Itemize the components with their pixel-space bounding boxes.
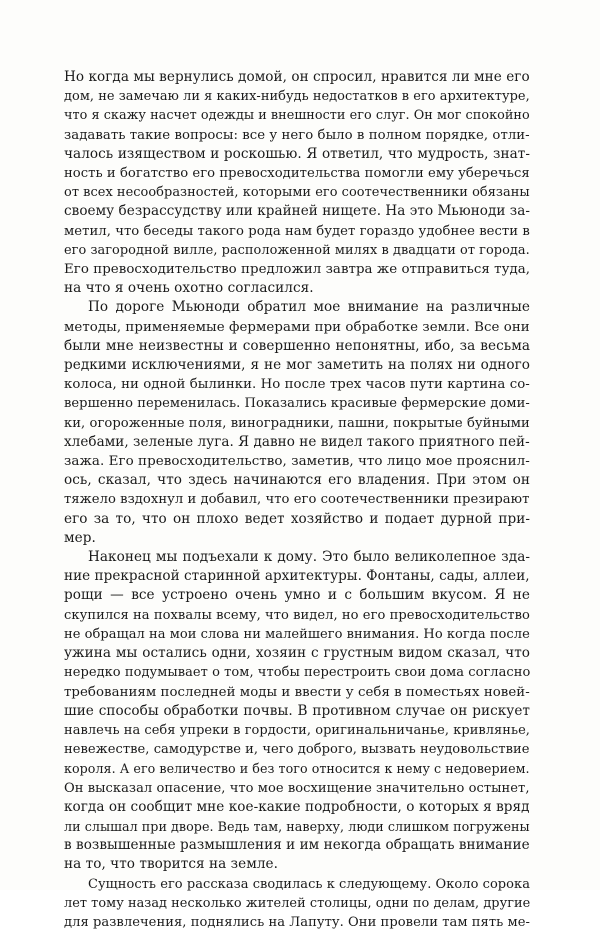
text-line: лет тому назад несколько жителей столицы, одни по делам, другие bbox=[64, 895, 530, 911]
text-line: от всех несообразностей, которыми его соотечественники обязаны bbox=[64, 185, 530, 201]
text-line: ужина мы остались одни, хозяин с грустным видом сказал, что bbox=[64, 645, 530, 662]
text-line: его загородной вилле, расположенной милях в двадцати от города. bbox=[64, 242, 530, 258]
text-line: невежестве, самодурстве и, чего доброго, вызвать неудовольствие bbox=[64, 742, 530, 758]
page-text bbox=[64, 68, 530, 932]
text-line: Но когда мы вернулись домой, он спросил, нравится ли мне его bbox=[64, 69, 530, 85]
text-line: мер. bbox=[64, 529, 96, 546]
text-line: его за то, что он плохо ведет хозяйство и подает дурной при- bbox=[64, 510, 530, 527]
text-line: не обращал на мои слова ни малейшего внимания. Но когда после bbox=[64, 626, 530, 642]
paragraph-4 bbox=[64, 875, 530, 932]
text-line: Наконец мы подъехали к дому. Это было великолепное зда- bbox=[88, 549, 530, 566]
paragraph-3 bbox=[64, 548, 530, 874]
text-line: задавать такие вопросы: все у него было в полном порядке, отли- bbox=[64, 127, 530, 143]
text-line: чалось изяществом и роскошью. Я ответил, что мудрость, знат- bbox=[64, 145, 530, 162]
text-line: методы, применяемые фермерами при обработке земли. Все они bbox=[64, 319, 530, 335]
text-line: скупился на похвалы всему, что видел, но его превосходительство bbox=[64, 607, 530, 623]
text-line: своему безрассудству или крайней нищете. На это Мьюноди за- bbox=[64, 203, 530, 220]
text-line: ние прекрасной старинной архитектуры. Фонтаны, сады, аллеи, bbox=[64, 568, 530, 585]
text-line: на то, что творится на земле. bbox=[64, 856, 278, 873]
text-line: редкими исключениями, я не мог заметить на полях ни одного bbox=[64, 357, 530, 374]
text-line: требованиям последней моды и ввести у себя в поместьях новей- bbox=[64, 684, 530, 700]
text-line: тяжело вздохнул и добавил, что его соотечественники презирают bbox=[64, 492, 530, 508]
text-line: нередко подумывает о том, чтобы перестроить свои дома согласно bbox=[64, 665, 530, 681]
text-line: Сущность его рассказа сводилась к следующему. Около сорока bbox=[88, 876, 530, 892]
text-line: вершенно переменилась. Показались красивые фермерские доми- bbox=[64, 396, 530, 412]
text-line: Его превосходительство предложил завтра же отправиться туда, bbox=[64, 262, 530, 278]
text-line: ность и богатство его превосходительства помогли ему уберечься bbox=[64, 166, 530, 182]
text-line: колоса, ни одной былинки. Но после трех часов пути картина со- bbox=[64, 377, 530, 393]
text-line: метил, что беседы такого рода нам будет гораздо удобнее вести в bbox=[64, 223, 530, 239]
text-line: По дороге Мьюноди обратил мое внимание на различные bbox=[88, 299, 530, 316]
text-line: дом, не замечаю ли я каких-нибудь недостатков в его архитектуре, bbox=[64, 89, 530, 105]
paragraph-2 bbox=[64, 298, 530, 548]
text-line: Он высказал опасение, что мое восхищение значительно остынет, bbox=[64, 780, 530, 796]
paragraph-1 bbox=[64, 68, 530, 298]
text-line: рощи — все устроено очень умно и с большим вкусом. Я не bbox=[64, 587, 530, 604]
text-line: что я скажу насчет одежды и внешности его слуг. Он мог спокойно bbox=[64, 108, 530, 124]
text-line: ли слышал при дворе. Ведь там, наверху, люди слишком погружены bbox=[64, 818, 530, 834]
text-line: ось, сказал, что здесь начинаются его владения. При этом он bbox=[64, 472, 530, 489]
text-line: ки, огороженные поля, виноградники, пашни, покрытые буйными bbox=[64, 415, 530, 431]
text-line: зажа. Его превосходительство, заметив, что лицо мое прояснил- bbox=[64, 454, 530, 470]
text-line: для развлечения, поднялись на Лапуту. Они провели там пять ме- bbox=[64, 914, 530, 930]
text-line: на что я очень охотно согласился. bbox=[64, 280, 314, 297]
text-line: были мне неизвестны и совершенно непонятны, ибо, за весьма bbox=[64, 337, 530, 354]
text-line: навлечь на себя упреки в гордости, оригинальничанье, кривлянье, bbox=[64, 722, 530, 738]
text-line: хлебами, зеленые луга. Я давно не видел такого приятного пей- bbox=[64, 433, 530, 450]
text-line: когда он сообщит мне кое-какие подробности, о которых я вряд bbox=[64, 798, 530, 815]
text-line: короля. А его величество и без того относится к нему с недоверием. bbox=[64, 761, 530, 777]
text-line: в возвышенные размышления и им некогда обращать внимание bbox=[64, 837, 530, 854]
text-line: шие способы обработки почвы. В противном случае он рискует bbox=[64, 702, 530, 719]
